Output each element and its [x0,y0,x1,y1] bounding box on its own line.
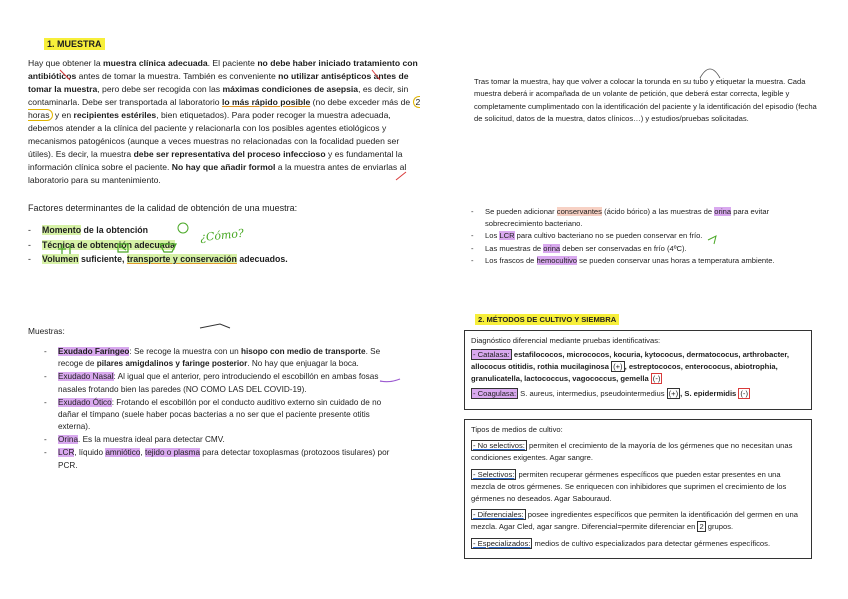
sample-item: - Exudado Ótico: Frotando el escobillón por el conducto auditivo externo sin cuidado de no dañar el tímpano (suele haber pocas bacterias a no ser que el paciente presente otitis externa). [58,397,398,434]
sample-item: - Exudado Faríngeo: Se recoge la muestra con un hisopo con medio de transporte. Se recoge de pilares amigdalinos y faringe posterior. No hay que enjuagar la boca. [58,346,398,371]
preserve-item: - Los frascos de hemocultivo se pueden conservar unas horas a temperatura ambiente. [485,255,815,267]
preserve-item: - Se pueden adicionar conservantes (ácido bórico) a las muestras de orina para evitar sobrecrecimiento bacteriano. [485,206,815,230]
tube-paragraph: Tras tomar la muestra, hay que volver a colocar la torunda en su tubo y etiquetar la muestra. Cada muestra deberá ir acompañada de un volante de petición, que deberá estar correcta, legible y completamente cumplimentado con la identificación del paciente y la identificación del episodio (fecha de solicitud, datos de la muestra, datos clínicos…) y estudios/pruebas solicitadas. [474,77,817,124]
preserve-item: - Los LCR para cultivo bacteriano no se pueden conservar en frío. [485,230,815,242]
differential-diagnosis-box [464,330,812,410]
section-1-heading: 1. MUESTRA [44,38,105,50]
section-2-heading: 2. MÉTODOS DE CULTIVO Y SIEMBRA [475,314,619,325]
handwritten-note: ¿Cómo? [199,226,245,245]
media-title: Tipos de medios de cultivo: [471,425,563,434]
media-item: - No selectivos: permiten el crecimiento de la mayoría de los gérmenes que no necesitan unas condiciones exigentes. Agar sangre. [471,441,793,463]
intro-paragraph: Hay que obtener la muestra clínica adecuada. El paciente no debe haber iniciado tratamiento con antibióticos antes de tomar la muestra. También es conveniente no utilizar antisépticos antes de tomar la muestra, pero debe ser recogida con las máximas condiciones de asepsia, es decir, sin contaminarla. Debe ser transportada al laboratorio lo más rápido posible (no debe exceder más de 2 horas y en recipientes estériles, bien etiquetados). Para poder recoger la muestra adecuada, debemos atender a la clínica del paciente y relacionarla con los posibles agentes etiológicos y mecanismos patogénicos (aunque a veces muestras no relacionadas con la focalidad pueden ser útiles). Es decir, la muestra debe ser representativa del proceso infeccioso y es fundamental la información clínica sobre el paciente. No hay que añadir formol a la muestra antes de enviarlas al laboratorio para su mantenimiento. [28,58,421,185]
sample-item: - Exudado Nasal: Al igual que el anterior, pero introduciendo el escobillón en ambas fosas nasales frotando bien las paredes (NO COMO LAS DEL COVID-19). [58,371,398,396]
factor-item: - Volumen suficiente, transporte y conservación adecuados. [42,252,288,267]
samples-list [58,346,398,473]
catalasa-row: - Catalasa: estafilococos, micrococos, kocuria, kytococus, dermatococus, arthrobacter, allococus otitidis, rothia mucilaginosa (+) , estreptococos, enterococus, abiotrophia, granulicatella, lactococcus, vagococcus, gemella (-) [471,350,790,383]
preserve-item: - Las muestras de orina deben ser conservadas en frío (4ºC). [485,243,815,255]
media-item: - Selectivos: permiten recuperar gérmenes específicos que pueden estar presentes en una mezcla de otros gérmenes. Se enriquecen con inhibidores que suprimen el crecimiento de los gérmenes no deseados. Agar Sabouraud. [471,469,787,504]
media-item: - Especializados: medios de cultivo especializados para detectar gérmenes específicos. [473,538,771,548]
sample-item: - LCR, líquido amniótico, tejido o plasma para detectar toxoplasmas (protozoos tisulares) por PCR. [58,447,398,472]
media-item: - Diferenciales: posee ingredientes específicos que permiten la identificación del germen en una mezcla. Agar Cled, agar sangre. Diferencial=permite diferenciar en 2 grupos. [471,510,798,532]
scribble-mark [200,324,230,328]
coagulasa-row: - Coagulasa: S. aureus, intermedius, pseudointermedius (+) , S. epidermidis (-) [473,389,748,398]
circled-2-hours: 2 horas [28,97,421,120]
factor-item: - Técnica de obtención adecuada [42,238,288,253]
samples-title: Muestras: [28,326,65,336]
factor-item: - Momento de la obtención [42,223,288,238]
preservation-list [485,206,815,267]
diag-title: Diagnóstico diferencial mediante pruebas identificativas: [471,336,661,345]
factors-title: Factores determinantes de la calidad de obtención de una muestra: [28,203,298,213]
factors-list [42,223,288,267]
culture-media-box [464,419,812,559]
sample-item: - Orina. Es la muestra ideal para detectar CMV. [58,434,398,446]
